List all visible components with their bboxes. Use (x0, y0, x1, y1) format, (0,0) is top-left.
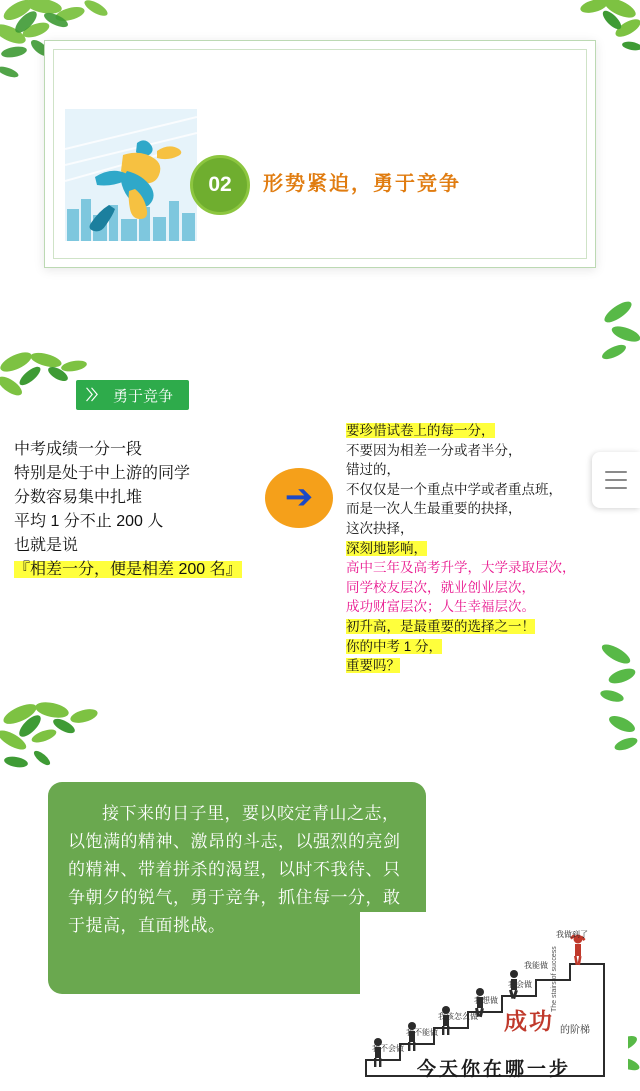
closing-paragraph-text: 接下来的日子里，要以咬定青山之志，以饱满的精神、激昂的斗志，以强烈的亮剑的精神、带着拼杀的渴望，以时不我待、只争朝夕的锐气，勇于竞争，抓住每一分，敢于提高，直面挑战。 (68, 804, 401, 935)
right-line-13: 重要吗？ (346, 658, 400, 674)
subsection-label-text: 勇于竞争 (113, 387, 174, 405)
right-line-5: 而是一次人生最重要的抉择， (346, 501, 522, 517)
hamburger-bar-1 (605, 471, 627, 473)
arrow-glyph: ➔ (284, 477, 314, 516)
section-title-card (44, 40, 596, 268)
left-line-6: 『相差一分，便是相差 200 名』 (14, 561, 242, 578)
right-line-11: 初升高，是最重要的选择之一！ (346, 618, 535, 634)
right-line-7: 深刻地影响， (346, 540, 427, 556)
stair-label-7: 我做到了 (556, 930, 588, 939)
hamburger-bar-2 (605, 479, 627, 481)
stairs-success-text: 成功 (504, 1008, 554, 1034)
stairs-caption: 今天你在哪一步 (416, 1059, 571, 1080)
right-line-9: 同学校友层次，就业创业层次， (346, 579, 535, 595)
stair-label-6: 我能做 (524, 961, 548, 970)
hamburger-bar-3 (605, 487, 627, 489)
right-line-10: 成功财富层次；人生幸福层次。 (346, 599, 535, 615)
stair-label-4: 我想做 (474, 996, 498, 1005)
left-paragraph (14, 438, 264, 582)
left-line-5: 也就是说 (14, 537, 79, 554)
left-line-1: 中考成绩一分一段 (14, 441, 143, 458)
stairs-success-subtext: 的阶梯 (560, 1025, 590, 1036)
stair-label-3: 我该怎么做 (438, 1012, 478, 1021)
stair-label-2: 我不能做 (406, 1028, 438, 1037)
right-line-6: 这次抉择， (346, 520, 414, 536)
right-line-1: 要珍惜试卷上的每一分， (346, 423, 495, 438)
section-number-badge: 02 (190, 155, 250, 215)
svg-text:The stairs of success: The stairs of success (551, 946, 558, 1012)
right-line-12: 你的中考 1 分， (346, 638, 443, 654)
hamburger-menu-button[interactable] (592, 452, 640, 508)
runner-skyline-illustration (65, 109, 197, 241)
right-line-2: 不要因为相差一分或者半分， (346, 442, 522, 458)
leaf-decoration-mid-right (588, 300, 640, 370)
section-heading: 形势紧迫，勇于竞争 (263, 173, 461, 195)
right-line-8: 高中三年及高考升学，大学录取层次， (346, 560, 576, 576)
stair-label-5: 我会做 (508, 980, 532, 989)
right-line-4: 不仅仅是一个重点中学或者重点班， (346, 481, 562, 497)
left-line-3: 分数容易集中扎堆 (14, 489, 143, 506)
stair-label-1: 我不会做 (372, 1044, 404, 1053)
chevron-right-icon: 〉〉 (86, 387, 103, 403)
subsection-label (76, 380, 189, 410)
leaf-decoration-section3-right (596, 712, 640, 772)
left-line-2: 特别是处于中上游的同学 (14, 465, 191, 482)
left-line-4: 平均 1 分不止 200 人 (14, 513, 164, 530)
arrow-right-icon (265, 468, 333, 528)
right-line-3: 错过的， (346, 462, 400, 478)
leaf-decoration-section3-left (0, 700, 130, 790)
